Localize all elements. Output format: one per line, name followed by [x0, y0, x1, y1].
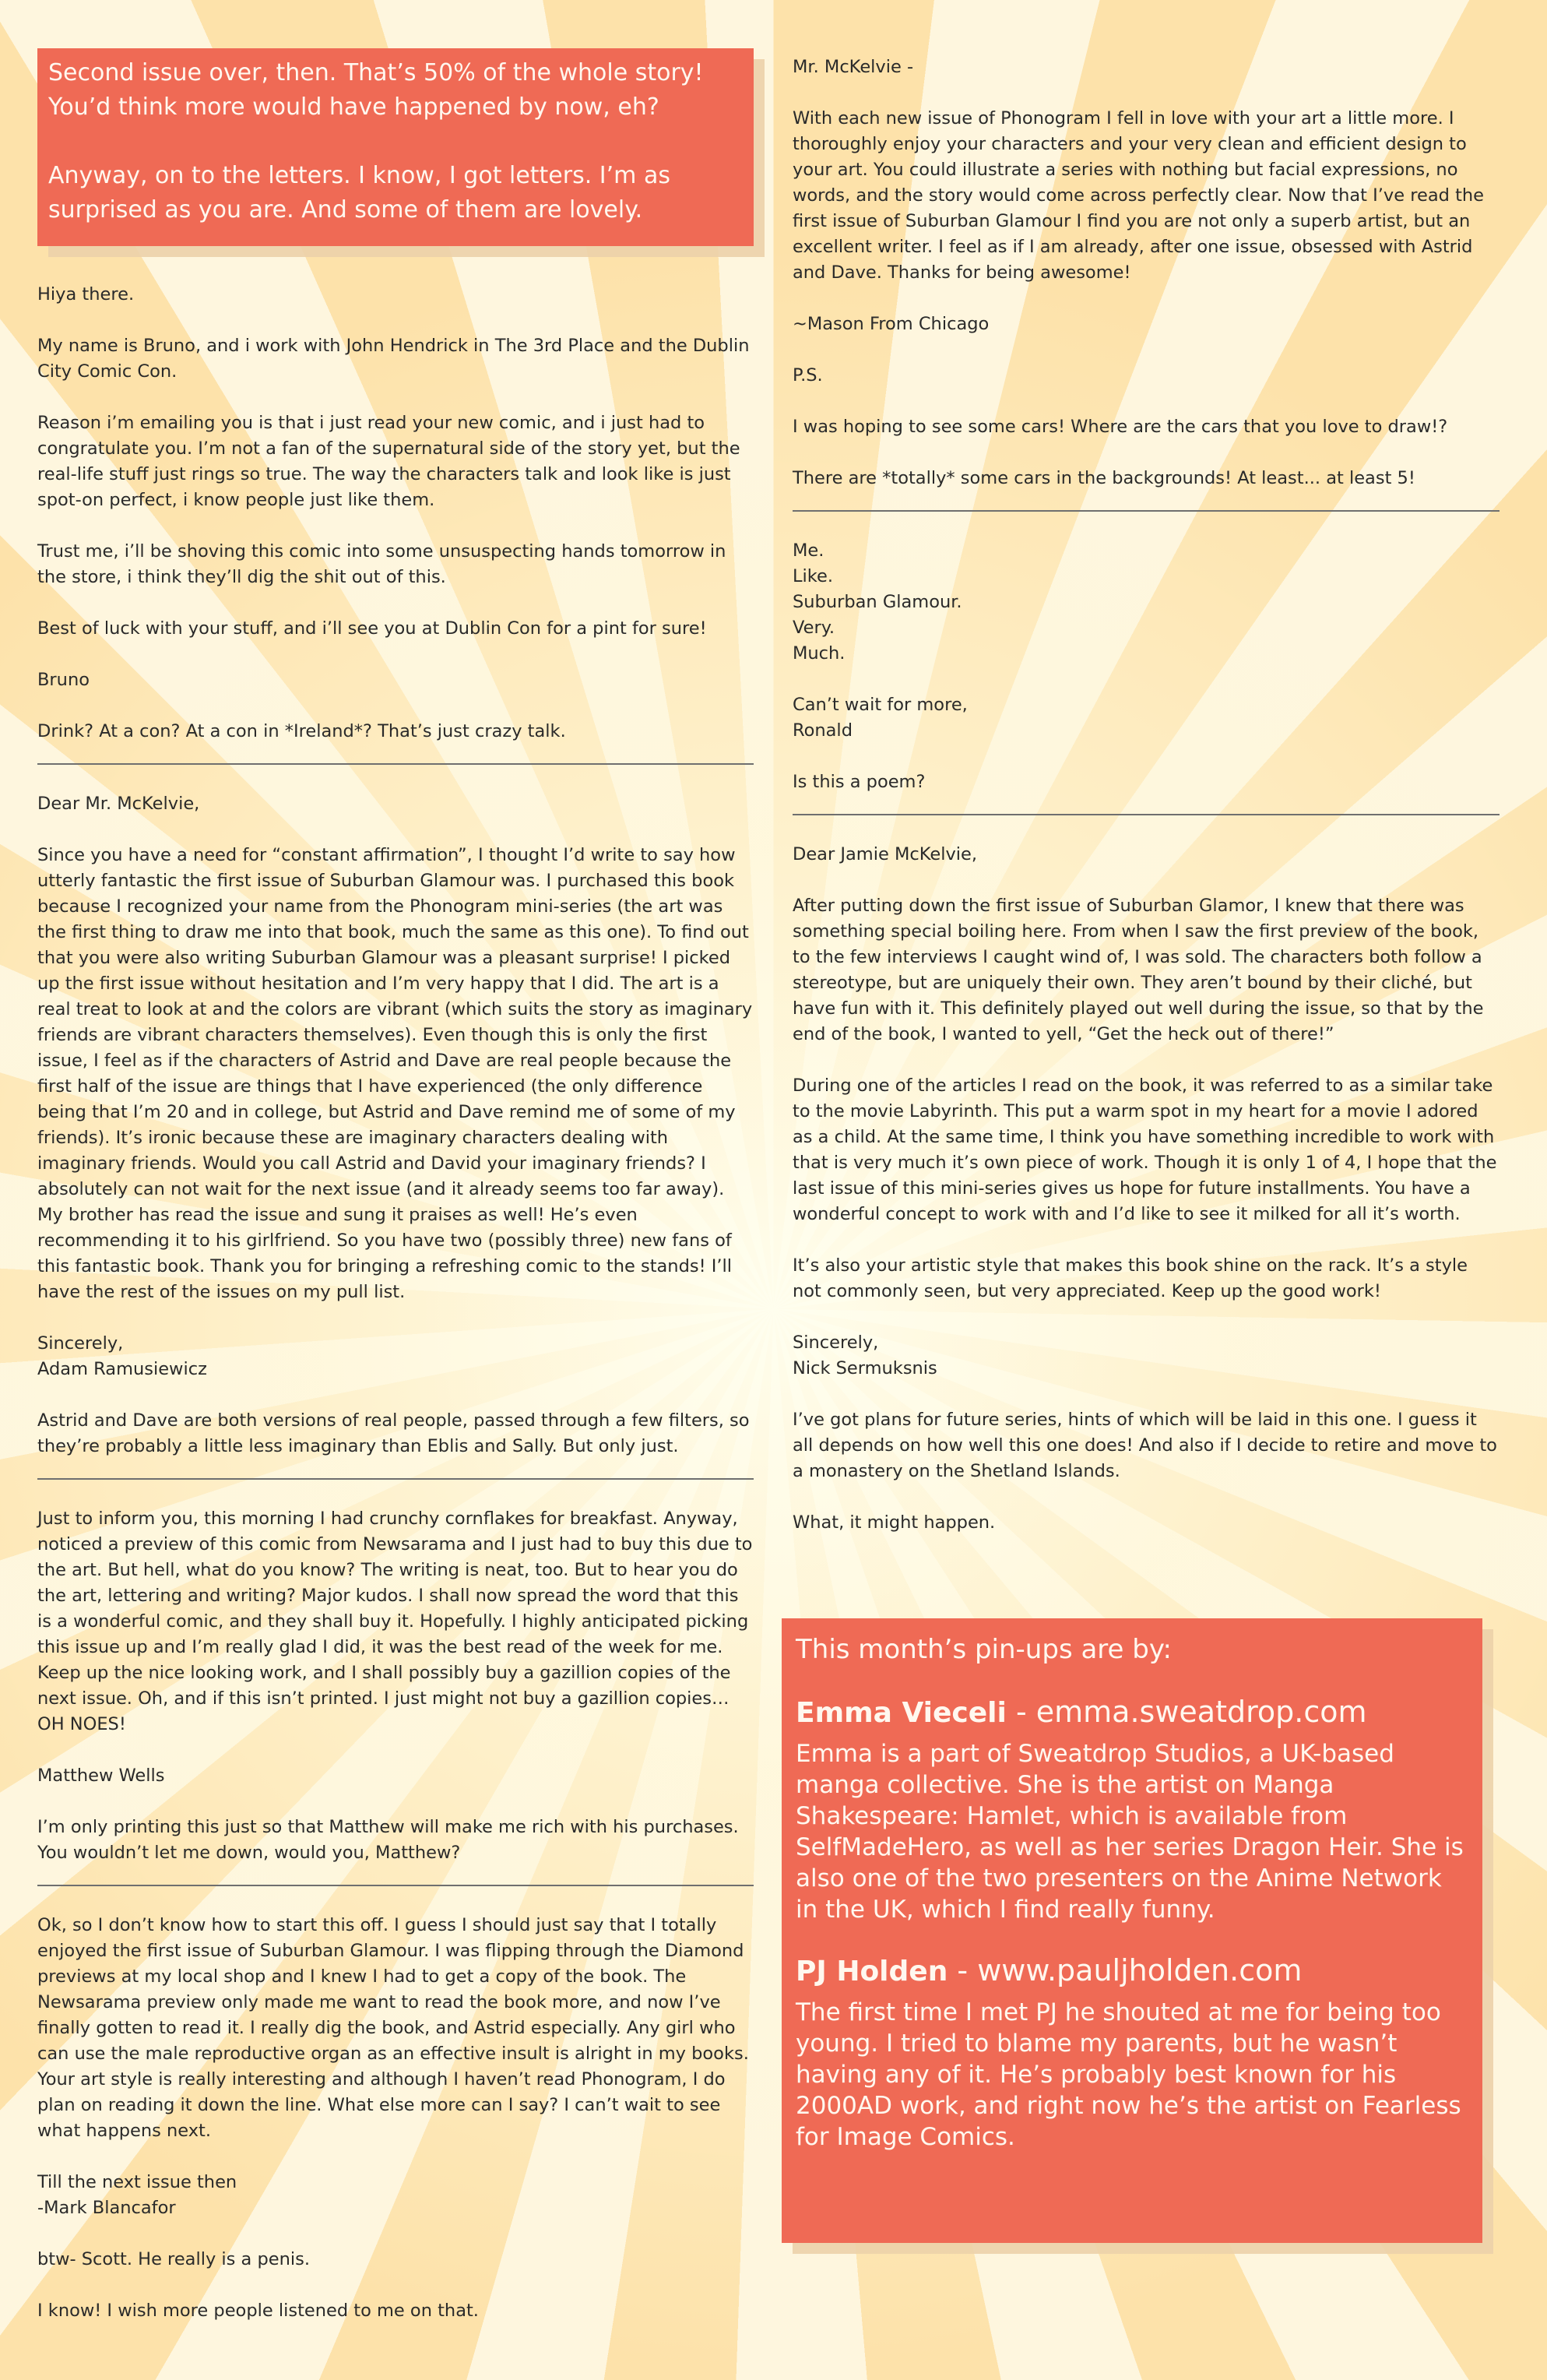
letter-paragraph: Drink? At a con? At a con in *Ireland*? That’s just crazy talk. — [37, 721, 566, 741]
pinups-artists — [796, 1693, 1468, 2153]
pinup-artist-line — [796, 1693, 1468, 1732]
letter-paragraph: I’ve got plans for future series, hints of which will be laid in this one. I guess it all depends on how well this one does! And also if I decide to retire and move to a monastery on the Shetland Islands. — [793, 1410, 1497, 1481]
right-column — [793, 0, 1500, 1536]
pinup-artist-bio: The first time I met PJ he shouted at me for being too young. I tried to blame my parents, but he wasn’t having any of it. He’s probably best known for his 2000AD work, and right now he’s the artist on Fearless for Image Comics. — [796, 1998, 1461, 2151]
letter-paragraph: P.S. — [793, 365, 823, 386]
letter — [37, 1506, 754, 1866]
letter-paragraph: Since you have a need for “constant affirmation”, I thought I’d write to say how utterly fantastic the first issue of Suburban Glamour was. I purchased this book because I recognized your name from the Phonogram mini-series (the art was the first thing to draw me into that book, much the same as this one). To find out that you were also writing Suburban Glamour was a pleasant surprise! I picked up the first issue without hesitation and I’m very happy that I did. The art is a real treat to look at and the colors are vibrant (which suits the story as imaginary friends are vibrant characters themselves). Even though this is only the first issue, I feel as if the characters of Astrid and Dave are real people because the first half of the issue are things that I have experienced (the only difference being that I’m 20 and in college, but Astrid and Dave remind me of some of my friends). It’s ironic because these are imaginary characters dealing with imaginary friends. Would you call Astrid and David your imaginary friends? I absolutely can not wait for the next issue (and it already seems too far away). My brother has read the issue and sung it praises as well! He’s even recommending it to his girlfriend. So you have two (possibly three) new fans of this fantastic book. Thank you for bringing a refreshing comic to the stands! I’ll have the rest of the issues on my pull list. — [37, 845, 753, 1302]
left-letters — [37, 282, 754, 2324]
pinup-artist-bio: Emma is a part of Sweatdrop Studios, a UK-based manga collective. She is the artist on Manga Shakespeare: Hamlet, which is available from SelfMadeHero, as well as her series Dragon Heir. She is also one of the two presenters on the Anime Network in the UK, which I find really funny. — [796, 1740, 1464, 1924]
letter-paragraph: Hiya there. — [37, 284, 135, 305]
letter-divider — [793, 814, 1500, 815]
letter-paragraph: After putting down the first issue of Suburban Glamor, I knew that there was something special boiling here. From when I saw the first preview of the book, to the few interviews I caught wind of, I was sold. The characters both follow a stereotype, but are uniquely their own. They aren’t bound by their cliché, but have fun with it. This definitely played out well during the issue, so that by the end of the book, I wanted to yell, “Get the heck out of there!” — [793, 896, 1484, 1044]
intro-line-1: Second issue over, then. That’s 50% of the whole story! You’d think more would have happened by now, eh? — [48, 59, 704, 121]
pinups-callout — [782, 1618, 1482, 2243]
letter-paragraph: Me. Like. Suburban Glamour. Very. Much. — [793, 540, 962, 664]
pinup-artist-url[interactable]: emma.sweatdrop.com — [1035, 1695, 1367, 1729]
letter — [37, 282, 754, 745]
letter — [37, 791, 754, 1459]
letter-paragraph: During one of the articles I read on the book, it was referred to as a similar take to the movie Labyrinth. This put a warm spot in my heart for a movie I adored as a child. At the same time, I think you have something incredible to work with that is very much it’s own piece of work. Though it is only 1 of 4, I hope that the last issue of this mini-series gives us hope for future installments. You have a wonderful concept to work with and I’d like to see it milked for all it’s worth. — [793, 1076, 1497, 1224]
letter — [37, 1913, 754, 2324]
letter-paragraph: Till the next issue then -Mark Blancafor — [37, 2172, 237, 2218]
letter-paragraph: I’m only printing this just so that Matthew will make me rich with his purchases. You wouldn’t let me down, would you, Matthew? — [37, 1817, 739, 1863]
letter-paragraph: btw- Scott. He really is a penis. — [37, 2249, 310, 2269]
letter-paragraph: Best of luck with your stuff, and i’ll see you at Dublin Con for a pint for sure! — [37, 618, 707, 639]
letter-paragraph: What, it might happen. — [793, 1512, 996, 1533]
letter-paragraph: Mr. McKelvie - — [793, 57, 914, 77]
letter-divider — [37, 1478, 754, 1480]
letter-paragraph: Matthew Wells — [37, 1766, 165, 1786]
letter-paragraph: Sincerely, Nick Sermuksnis — [793, 1333, 937, 1378]
letter-paragraph: I was hoping to see some cars! Where are the cars that you love to draw!? — [793, 417, 1448, 437]
letter-divider — [37, 763, 754, 765]
letter-paragraph: There are *totally* some cars in the backgrounds! At least... at least 5! — [793, 468, 1415, 488]
intro-line-2: Anyway, on to the letters. I know, I got letters. I’m as surprised as you are. And some of them are lovely. — [48, 162, 670, 224]
letter-paragraph: With each new issue of Phonogram I fell in love with your art a little more. I thoroughly enjoy your characters and your very clean and efficient design to your art. You could illustrate a series with nothing but facial expressions, no words, and the story would come across perfectly clear. Now that I’ve read the first issue of Suburban Glamour I find you are not only a superb artist, but an excellent writer. I feel as if I am already, after one issue, obsessed with Astrid and Dave. Thanks for being awesome! — [793, 108, 1484, 283]
intro-callout — [37, 48, 754, 246]
pinup-artist-name: PJ Holden — [796, 1956, 948, 1987]
letter-divider — [37, 1885, 754, 1886]
letter — [793, 55, 1500, 491]
pinup-separator: - — [948, 1953, 978, 1987]
letter-paragraph: Trust me, i’ll be shoving this comic into some unsuspecting hands tomorrow in the store, i think they’ll dig the shit out of this. — [37, 541, 726, 587]
letter-paragraph: Astrid and Dave are both versions of real people, passed through a few filters, so they’re probably a little less imaginary than Eblis and Sally. But only just. — [37, 1410, 750, 1456]
letter-paragraph: Dear Jamie McKelvie, — [793, 844, 978, 864]
letter-paragraph: ~Mason From Chicago — [793, 314, 990, 334]
pinups-heading: This month’s pin-ups are by: — [796, 1634, 1172, 1665]
letter-paragraph: Is this a poem? — [793, 772, 926, 792]
pinup-artist-line — [796, 1952, 1468, 1991]
letter-paragraph: Can’t wait for more, Ronald — [793, 695, 968, 741]
letter-paragraph: Sincerely, Adam Ramusiewicz — [37, 1333, 207, 1379]
letter — [793, 842, 1500, 1536]
letter-paragraph: I know! I wish more people listened to me on that. — [37, 2301, 479, 2321]
letter-paragraph: Just to inform you, this morning I had crunchy cornflakes for breakfast. Anyway, noticed a preview of this comic from Newsarama and I just had to buy this due to the art. But hell, what do you know? The writing is neat, too. But to hear you do the art, lettering and writing? Major kudos. I shall now spread the word that this is a wonderful comic, and they shall buy it. Hopefully. I highly anticipated picking this issue up and I’m really glad I did, it was the best read of the week for me. Keep up the nice looking work, and I shall possibly buy a gazillion copies of the next issue. Oh, and if this isn’t printed. I just might not buy a gazillion copies…OH NOES! — [37, 1509, 753, 1734]
letter-paragraph: It’s also your artistic style that makes this book shine on the rack. It’s a style not commonly seen, but very appreciated. Keep up the good work! — [793, 1255, 1468, 1301]
left-column — [37, 0, 754, 2324]
letter-paragraph: Bruno — [37, 670, 90, 690]
letter — [793, 538, 1500, 795]
letter-paragraph: My name is Bruno, and i work with John Hendrick in The 3rd Place and the Dublin City Comic Con. — [37, 336, 750, 382]
letter-divider — [793, 510, 1500, 512]
letter-paragraph: Dear Mr. McKelvie, — [37, 794, 200, 814]
right-letters — [793, 55, 1500, 1536]
letter-paragraph: Ok, so I don’t know how to start this off. I guess I should just say that I totally enjoyed the first issue of Suburban Glamour. I was flipping through the Diamond previews at my local shop and I knew I had to get a copy of the book. The Newsarama preview only made me want to read the book more, and now I’ve finally gotten to read it. I really dig the book, and Astrid especially. Any girl who can use the male reproductive organ as an effective insult is alright in my books. Your art style is really interesting and although I haven’t read Phonogram, I do plan on reading it down the line. What else more can I say? I can’t wait to see what happens next. — [37, 1915, 749, 2141]
pinup-separator: - — [1006, 1695, 1036, 1729]
letter-paragraph: Reason i’m emailing you is that i just read your new comic, and i just had to congratulate you. I’m not a fan of the supernatural side of the story yet, but the real-life stuff just rings so true. The way the characters talk and look like is just spot-on perfect, i know people just like them. — [37, 413, 740, 510]
pinup-artist-name: Emma Vieceli — [796, 1697, 1007, 1729]
pinup-artist-url[interactable]: www.pauljholden.com — [977, 1953, 1303, 1987]
